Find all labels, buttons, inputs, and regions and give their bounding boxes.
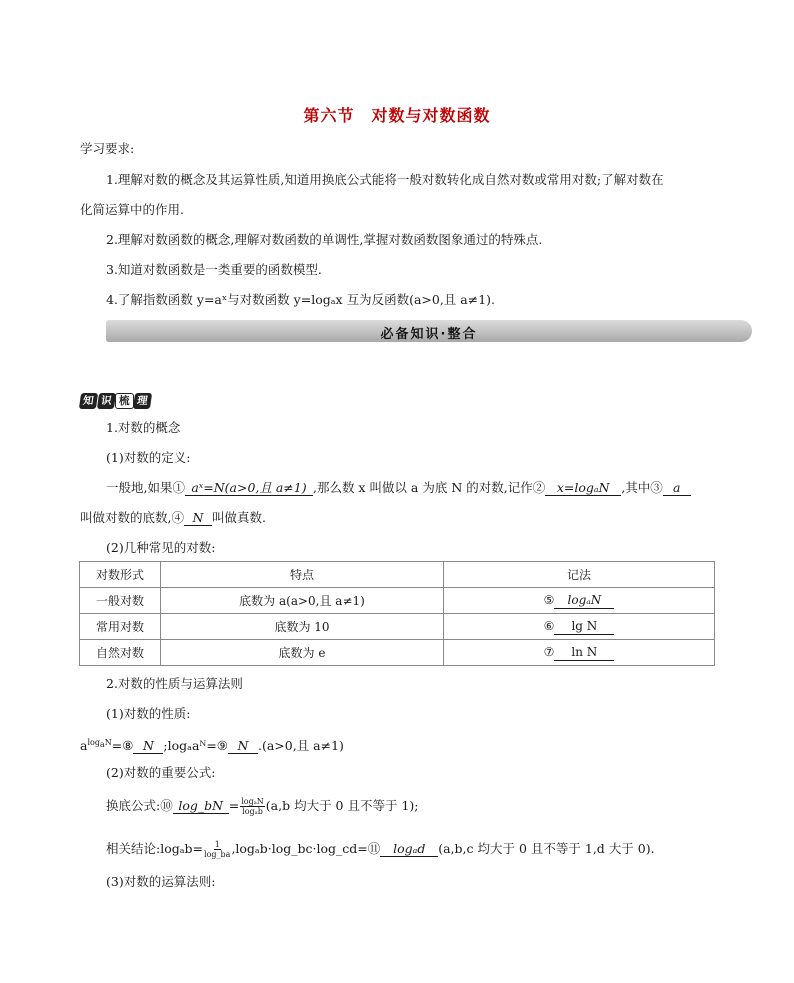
blank-number: ⑤ [543, 592, 555, 607]
tag-char-2: 识 [96, 393, 115, 409]
table-cell: 底数为 e [161, 640, 444, 666]
def-text-e: 叫做真数. [211, 510, 266, 525]
blank-1: aˣ=N(a>0,且 a≠1) [185, 480, 313, 496]
blank-7: ln N [554, 645, 614, 661]
prop-text-a: =⑧ [111, 738, 134, 753]
section2-heading: 2.对数的性质与运算法则 [106, 676, 243, 691]
table-row [80, 614, 715, 640]
requirement-3: 3.知道对数函数是一类重要的函数模型. [106, 262, 322, 277]
section1-sub2: (2)几种常见的对数: [106, 540, 216, 555]
def-text-d: 叫做对数的底数,④ [80, 510, 184, 525]
fraction-denominator: log_ba [204, 850, 231, 859]
change-fraction [240, 797, 265, 816]
table-cell [444, 640, 715, 666]
section1-heading: 1.对数的概念 [106, 420, 181, 435]
requirement-1: 1.理解对数的概念及其运算性质,知道用换底公式能将一般对数转化成自然对数或常用对数;了解对数在 [106, 172, 664, 187]
page-title: 第六节 对数与对数函数 [303, 106, 491, 125]
blank-4: N [184, 510, 212, 526]
fraction-numerator: logₐN [241, 797, 264, 806]
section2-sub2: (2)对数的重要公式: [106, 765, 216, 780]
blank-8: N [133, 738, 163, 754]
fraction-denominator: logₐb [242, 807, 263, 816]
table-cell [444, 614, 715, 640]
blank-2: x=logₐN [545, 480, 621, 496]
requirement-4: 4.了解指数函数 y=aˣ与对数函数 y=logₐx 互为反函数(a>0,且 a≠1). [106, 292, 495, 307]
section-banner [106, 320, 752, 342]
change-of-base-line: 换底公式:⑩ log_bN = $\frac{\text{logₐN}}{\text{logₐb}}$ (a,b 均大于 0 且不等于 1); [106, 797, 419, 816]
blank-3: a [663, 480, 691, 496]
def-text-b: ,那么数 x 叫做以 a 为底 N 的对数,记作② [312, 480, 546, 495]
table-cell: 底数为 10 [161, 614, 444, 640]
blank-number: ⑥ [543, 618, 555, 633]
property-line [80, 735, 344, 754]
knowledge-tag [80, 389, 151, 406]
log-types-table [79, 561, 715, 666]
related-fraction [204, 840, 230, 859]
def-text-a: 一般地,如果① [106, 480, 185, 495]
identity-base: $a^{log_aN}$ [80, 738, 112, 753]
table-row [80, 588, 715, 614]
section1-sub1: (1)对数的定义: [106, 450, 191, 465]
table-header: 对数形式 [80, 562, 161, 588]
banner-title: 必备知识·整合 [380, 327, 478, 342]
definition-line [106, 480, 691, 496]
related-note: (a,b,c 均大于 0 且不等于 1,d 大于 0). [438, 841, 655, 856]
table-cell: 底数为 a(a>0,且 a≠1) [161, 588, 444, 614]
requirement-1-cont: 化简运算中的作用. [80, 202, 184, 217]
table-cell: 常用对数 [80, 614, 161, 640]
related-conclusion-line [106, 840, 655, 859]
change-label: 换底公式:⑩ [106, 798, 173, 813]
table-row [80, 640, 715, 666]
prop-text-c: .(a>0,且 a≠1) [258, 738, 344, 753]
section2-sub1: (1)对数的性质: [106, 706, 191, 721]
related-mid: ,logₐb·log_bc·log_cd=⑪ [231, 841, 381, 856]
def-text-c: ,其中③ [621, 480, 663, 495]
definition-line-2 [80, 510, 266, 526]
fraction-numerator: 1 [214, 840, 220, 849]
related-label: 相关结论:logₐb= [106, 841, 204, 856]
section2-sub3: (3)对数的运算法则: [106, 874, 216, 889]
requirement-2: 2.理解对数函数的概念,理解对数函数的单调性,掌握对数函数图象通过的特殊点. [106, 232, 543, 247]
requirements-heading: 学习要求: [80, 141, 135, 156]
table-header: 特点 [161, 562, 444, 588]
blank-5: logₐN [554, 593, 614, 609]
tag-char-4: 理 [132, 393, 151, 409]
blank-number: ⑦ [543, 644, 555, 659]
table-header: 记法 [444, 562, 715, 588]
prop-text-b: ;logₐaᴺ=⑨ [163, 738, 228, 753]
table-cell: 自然对数 [80, 640, 161, 666]
blank-11: logₐd [380, 841, 438, 857]
table-header-row [80, 562, 715, 588]
tag-char-1: 知 [79, 393, 98, 409]
table-cell: 一般对数 [80, 588, 161, 614]
blank-10: log_bN [173, 798, 229, 814]
blank-9: N [228, 738, 258, 754]
tag-char-3: 梳 [115, 393, 134, 409]
change-note: (a,b 均大于 0 且不等于 1); [265, 798, 419, 813]
blank-6: lg N [554, 619, 614, 635]
table-cell [444, 588, 715, 614]
